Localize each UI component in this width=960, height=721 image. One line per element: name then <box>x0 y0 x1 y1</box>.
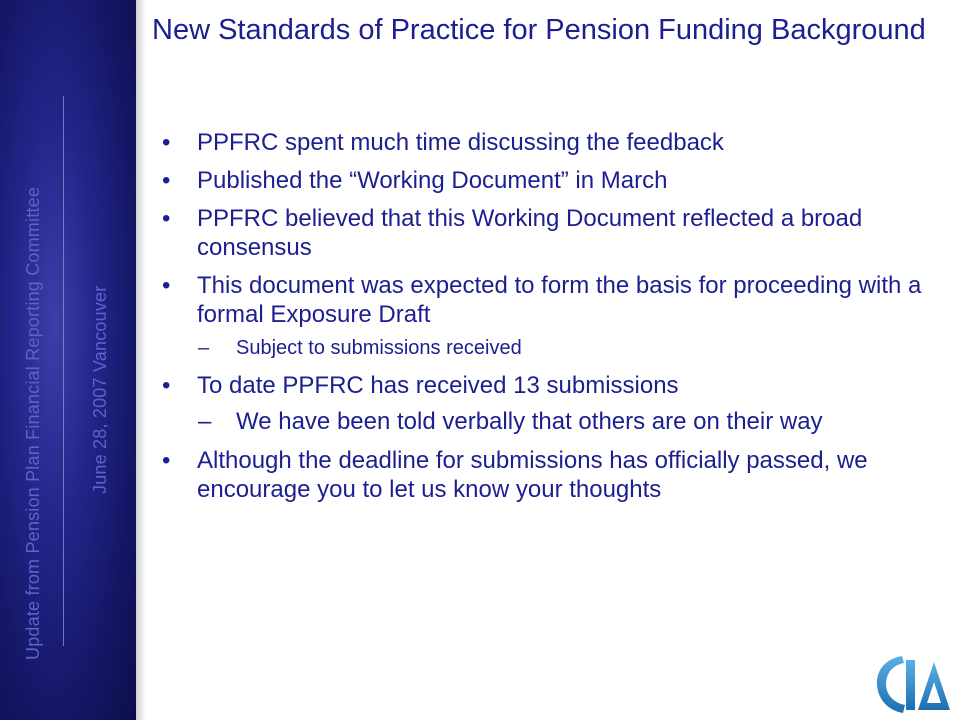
sub-bullet-text: We have been told verbally that others are on their way <box>236 408 823 435</box>
bullet-text: PPFRC spent much time discussing the feedback <box>197 129 724 156</box>
bullet-item <box>160 271 940 329</box>
logo-bar-shape <box>906 660 915 710</box>
bullet-item <box>160 166 940 195</box>
bullet-marker: • <box>162 129 171 156</box>
sub-bullet-text: Subject to submissions received <box>236 337 522 359</box>
bullet-text: PPFRC believed that this Working Document reflected a broad consensus <box>197 205 863 261</box>
sub-bullet-item <box>160 336 940 361</box>
bullet-item <box>160 128 940 157</box>
bullet-text: Published the “Working Document” in March <box>197 167 668 194</box>
sub-bullet-item <box>160 407 940 436</box>
sidebar-shadow <box>136 0 146 720</box>
bullet-marker: • <box>162 167 171 194</box>
bullet-marker: • <box>162 205 171 232</box>
bullet-marker: • <box>162 272 171 299</box>
sub-bullet-marker: – <box>198 408 212 435</box>
bullet-marker: • <box>162 447 171 474</box>
bullet-text: Although the deadline for submissions has officially passed, we encourage you to let us know your thoughts <box>197 447 868 503</box>
bullet-marker: • <box>162 372 171 399</box>
logo-c-shape <box>877 656 905 713</box>
bullet-text: This document was expected to form the basis for proceeding with a formal Exposure Draft <box>197 272 922 328</box>
sub-bullet-marker: – <box>198 337 210 359</box>
logo-a-shape <box>918 662 950 710</box>
bullet-item <box>160 446 940 504</box>
cia-logo-svg <box>872 650 952 716</box>
sidebar-divider <box>63 96 64 646</box>
sidebar <box>0 0 136 720</box>
sidebar-committee-text: Update from Pension Plan Financial Reporting Committee <box>23 186 43 660</box>
bullet-text: To date PPFRC has received 13 submissions <box>197 372 679 399</box>
slide-content <box>160 128 940 513</box>
sidebar-date-text: June 28, 2007 Vancouver <box>90 285 110 494</box>
bullet-item <box>160 371 940 400</box>
bullet-item <box>160 204 940 262</box>
slide-title: New Standards of Practice for Pension Funding Background <box>152 14 926 46</box>
cia-logo-icon <box>872 650 952 716</box>
